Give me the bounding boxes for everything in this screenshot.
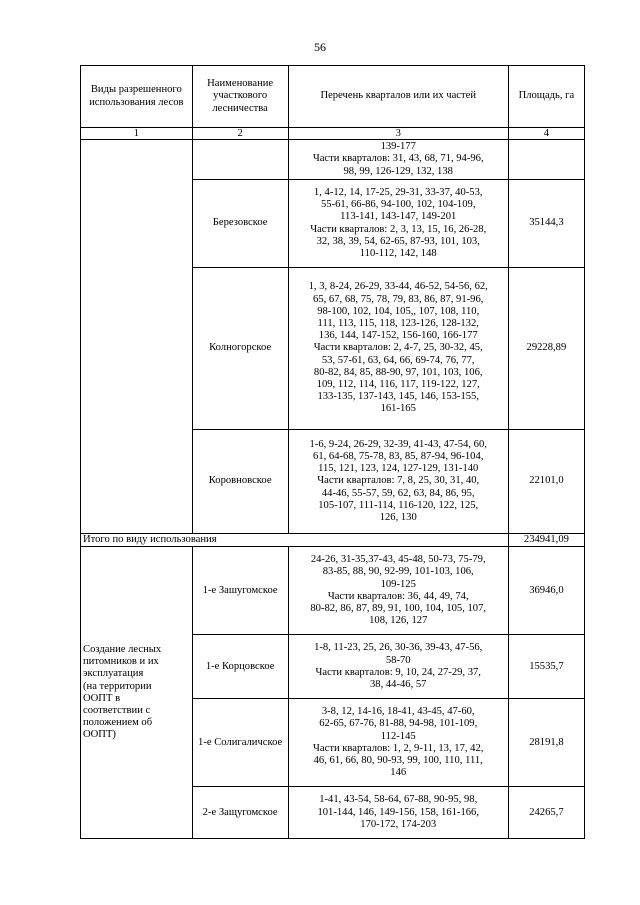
column-number: 3 <box>288 128 508 140</box>
forestry-name-cell: Коровновское <box>192 430 288 534</box>
header-forestry-name: Наименование участкового лесничества <box>192 66 288 128</box>
table-header-row <box>81 66 585 128</box>
area-cell: 35144,3 <box>508 180 584 268</box>
area-cell: 28191,8 <box>508 699 584 787</box>
total-value: 234941,09 <box>508 534 584 547</box>
quarters-cell: 24-26, 31-35,37-43, 45-48, 50-73, 75-79, 83-85, 88, 90, 92-99, 101-103, 106, 109-125 Части кварталов: 36, 44, 49, 74, 80-82, 86, 87, 89, 91, 100, 104, 105, 107, 108, 126, 127 <box>288 547 508 635</box>
header-quarters-list: Перечень кварталов или их частей <box>288 66 508 128</box>
use-type-cell: Создание лесных питомников и их эксплуатация (на территории ООПТ в соответствии с положением об ООПТ) <box>81 547 193 839</box>
forestry-name-cell: 1-е Зашугомское <box>192 547 288 635</box>
area-cell: 15535,7 <box>508 635 584 699</box>
forestry-name-cell: Колногорское <box>192 268 288 430</box>
area-cell <box>508 140 584 180</box>
use-type-cell <box>81 140 193 534</box>
forestry-name-cell <box>192 140 288 180</box>
quarters-cell: 1-8, 11-23, 25, 26, 30-36, 39-43, 47-56, 58-70 Части кварталов: 9, 10, 24, 27-29, 37, 38, 44-46, 57 <box>288 635 508 699</box>
quarters-cell: 1, 3, 8-24, 26-29, 33-44, 46-52, 54-56, 62, 65, 67, 68, 75, 78, 79, 83, 86, 87, 91-96, 98-100, 102, 104, 105,, 107, 108, 110, 111, 113, 115, 118, 123-126, 128-132, 136, 144, 147-152, 156-160, 166-177 Части кварталов: 2, 4-7, 25, 30-32, 45, 53, 57-61, 63, 64, 66, 69-74, 76, 77, 80-82, 84, 85, 88-90, 97, 101, 103, 106, 109, 112, 114, 116, 117, 119-122, 127, 133-135, 137-143, 145, 146, 153-155, 161-165 <box>288 268 508 430</box>
area-cell: 22101,0 <box>508 430 584 534</box>
column-number-row <box>81 128 585 140</box>
total-row <box>81 534 585 547</box>
column-number: 2 <box>192 128 288 140</box>
forestry-name-cell: Березовское <box>192 180 288 268</box>
quarters-cell: 1-41, 43-54, 58-64, 67-88, 90-95, 98, 101-144, 146, 149-156, 158, 161-166, 170-172, 174-203 <box>288 787 508 839</box>
area-cell: 29228,89 <box>508 268 584 430</box>
quarters-cell: 139-177 Части кварталов: 31, 43, 68, 71, 94-96, 98, 99, 126-129, 132, 138 <box>288 140 508 180</box>
column-number: 4 <box>508 128 584 140</box>
quarters-cell: 1, 4-12, 14, 17-25, 29-31, 33-37, 40-53, 55-61, 66-86, 94-100, 102, 104-109, 113-141, 143-147, 149-201 Части кварталов: 2, 3, 13, 15, 16, 26-28, 32, 38, 39, 54, 62-65, 87-93, 101, 103, 110-112, 142, 148 <box>288 180 508 268</box>
page-number: 56 <box>314 40 326 54</box>
forestry-name-cell: 1-е Корцовское <box>192 635 288 699</box>
header-area: Площадь, га <box>508 66 584 128</box>
total-label: Итого по виду использования <box>81 534 509 547</box>
area-cell: 36946,0 <box>508 547 584 635</box>
forest-use-table <box>80 65 585 839</box>
area-cell: 24265,7 <box>508 787 584 839</box>
table-row <box>81 547 585 635</box>
header-use-type: Виды разрешенного использования лесов <box>81 66 193 128</box>
forestry-name-cell: 1-е Солигаличское <box>192 699 288 787</box>
quarters-cell: 1-6, 9-24, 26-29, 32-39, 41-43, 47-54, 60, 61, 64-68, 75-78, 83, 85, 87-94, 96-104, 115, 121, 123, 124, 127-129, 131-140 Части кварталов: 7, 8, 25, 30, 31, 40, 44-46, 55-57, 59, 62, 63, 84, 86, 95, 105-107, 111-114, 116-120, 122, 125, 126, 130 <box>288 430 508 534</box>
column-number: 1 <box>81 128 193 140</box>
table-row <box>81 140 585 180</box>
forestry-name-cell: 2-е Защугомское <box>192 787 288 839</box>
quarters-cell: 3-8, 12, 14-16, 18-41, 43-45, 47-60, 62-65, 67-76, 81-88, 94-98, 101-109, 112-145 Части кварталов: 1, 2, 9-11, 13, 17, 42, 46, 61, 66, 80, 90-93, 99, 100, 110, 111, 146 <box>288 699 508 787</box>
